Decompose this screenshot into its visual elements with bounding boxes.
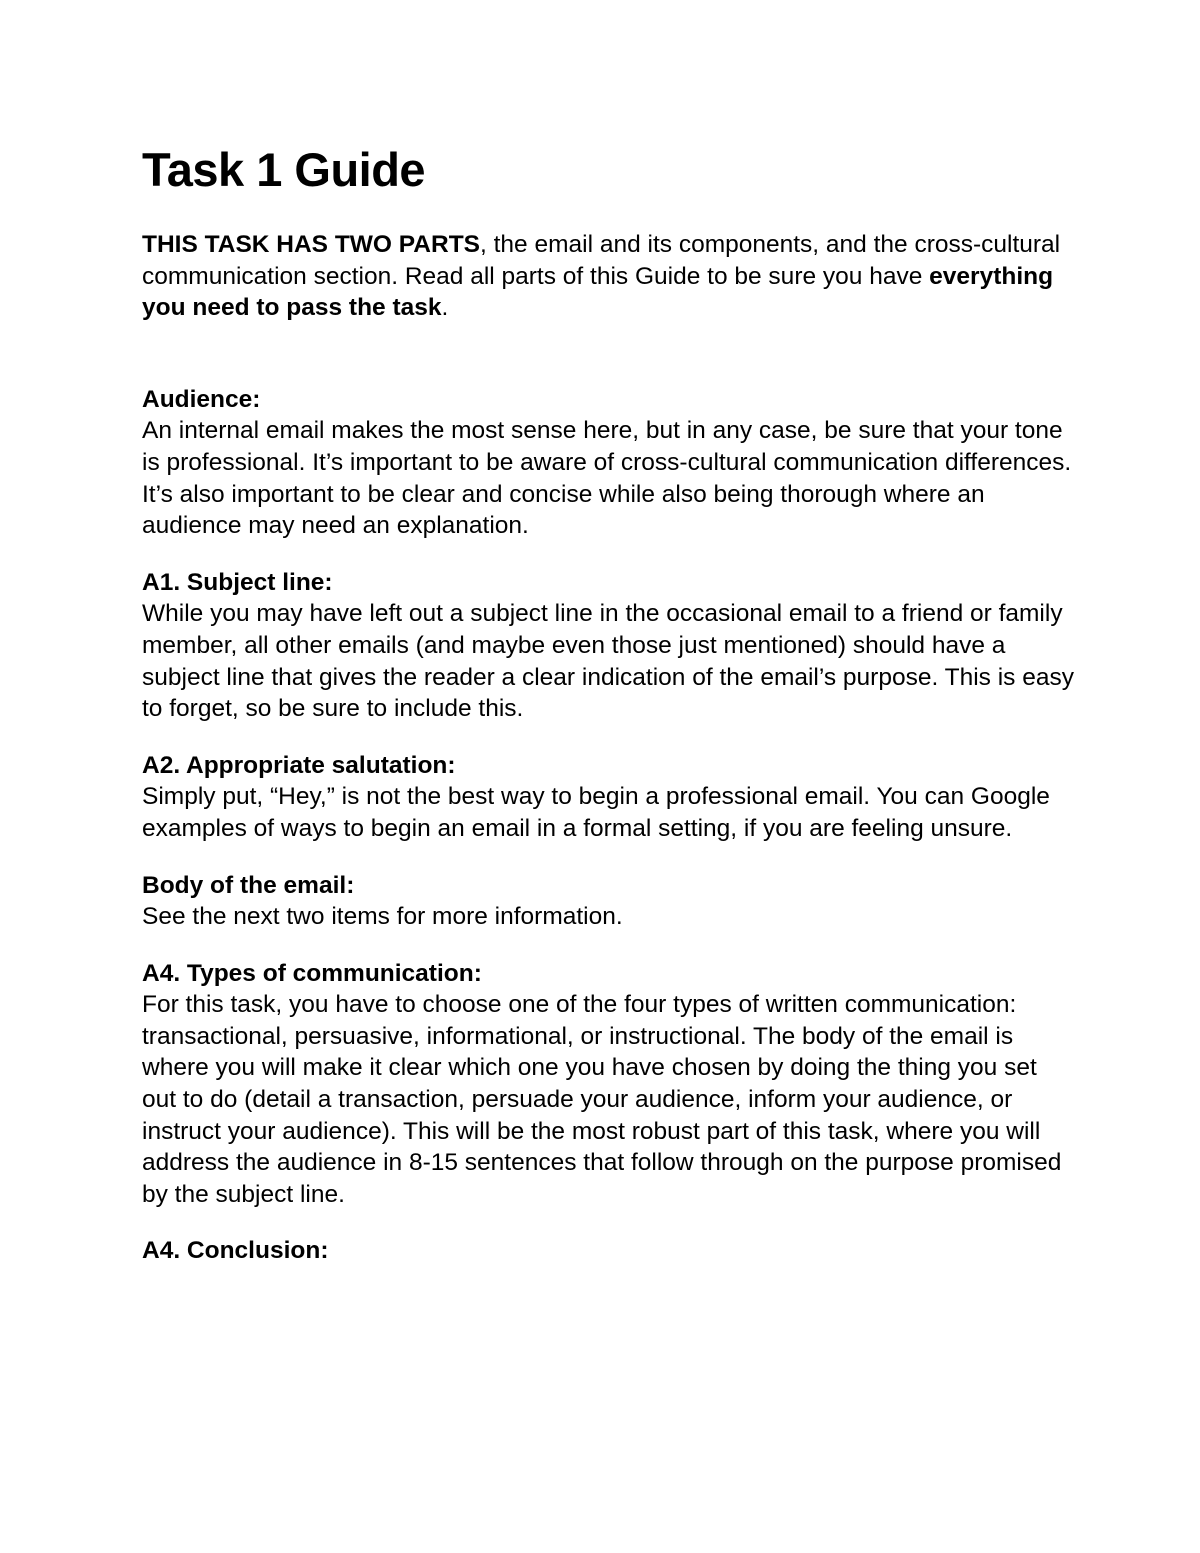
intro-text-2: .: [441, 294, 449, 322]
intro-lead-bold: THIS TASK HAS TWO PARTS: [142, 231, 480, 258]
section-types-of-communication: [142, 958, 1077, 1211]
section-conclusion: [142, 1235, 1077, 1267]
section-body-of-email: [142, 870, 1077, 933]
section-heading-conclusion: A4. Conclusion:: [142, 1237, 329, 1265]
section-salutation: [142, 750, 1077, 845]
section-heading-salutation: A2. Appropriate salutation:: [142, 751, 456, 779]
section-body-salutation: Simply put, “Hey,” is not the best way to begin a professional email. You can Google examples of ways to begin an email in a formal setting, if you are feeling unsure.: [142, 783, 1050, 842]
intro-paragraph: [142, 229, 1077, 324]
section-heading-types: A4. Types of communication:: [142, 959, 482, 987]
section-body-subject-line: While you may have left out a subject line in the occasional email to a friend or family member, all other emails (and maybe even those just mentioned) should have a subject line that gives the reader a clear indication of the email’s purpose. This is easy to forget, so be sure to include this.: [142, 600, 1074, 723]
intro-emphasis-bold: everything you need to pass the task: [142, 262, 1054, 322]
page-title: Task 1 Guide: [142, 143, 426, 196]
section-heading-body-of-email: Body of the email:: [142, 871, 355, 899]
section-body-audience: An internal email makes the most sense here, but in any case, be sure that your tone is professional. It’s important to be aware of cross-cultural communication differences. It’s also important to be clear and concise while also being thorough where an audience may need an explanation.: [142, 417, 1072, 540]
intro-text-1: , the email and its components, and the cross-cultural communication section. Read all parts of this Guide to be sure you have: [142, 231, 1061, 290]
document-page: [142, 140, 1077, 1267]
section-heading-audience: Audience:: [142, 385, 261, 413]
section-audience: [142, 384, 1077, 542]
section-heading-subject-line: A1. Subject line:: [142, 568, 333, 596]
section-subject-line: [142, 567, 1077, 725]
section-body-types: For this task, you have to choose one of the four types of written communication: transactional, persuasive, informational, or instructional. The body of the email is where you will make it clear which one you have chosen by doing the thing you set out to do (detail a transaction, persuade your audience, inform your audience, or instruct your audience). This will be the most robust part of this task, where you will address the audience in 8-15 sentences that follow through on the purpose promised by the subject line.: [142, 991, 1062, 1208]
section-body-body-of-email: See the next two items for more information.: [142, 903, 623, 931]
